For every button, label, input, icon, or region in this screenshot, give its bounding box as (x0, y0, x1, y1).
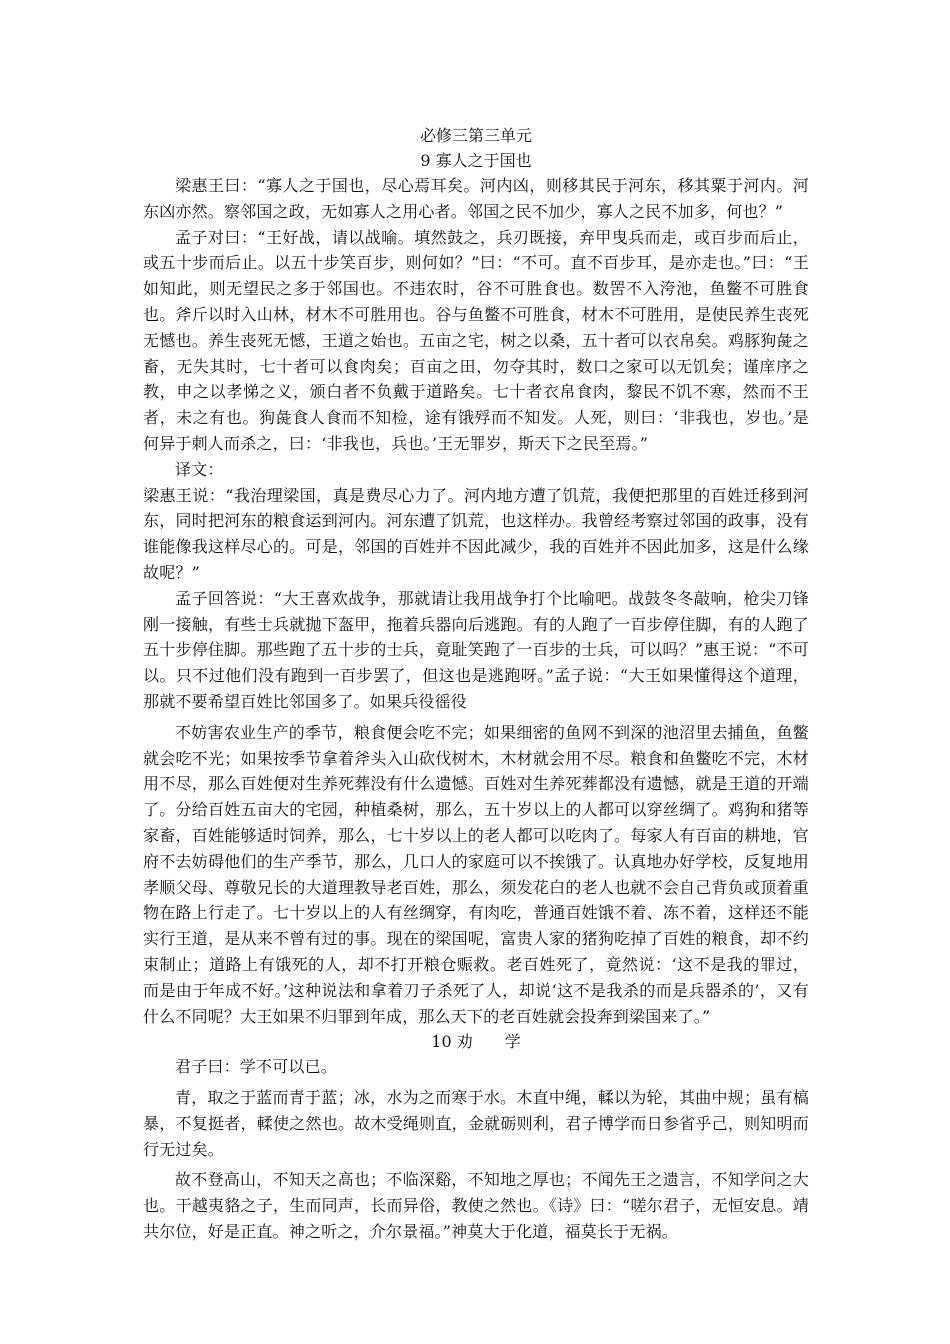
lesson-10-para-3: 故不登高山，不知天之高也；不临深谿，不知地之厚也；不闻先王之遗言，不知学问之大也。干越夷貉之子，生而同声，长而异俗，教使之然也。《诗》曰：“嗟尔君子，无恒安息。靖共尔位，好是正直。神之听之，介尔景福。”神莫大于化道，福莫长于无祸。 (143, 1170, 809, 1242)
lesson-9-translation-para-1: 梁惠王说：“我治理梁国，真是费尽心力了。河内地方遭了饥荒，我便把那里的百姓迁移到河东，同时把河东的粮食运到河内。河东遭了饥荒，也这样办。我曾经考察过邻国的政事，没有谁能像我这样尽心的。可是，邻国的百姓并不因此减少，我的百姓并不因此加多，这是什么缘故呢？” (143, 485, 809, 582)
lesson-10-para-1: 君子曰：学不可以已。 (175, 1057, 338, 1077)
document-page (143, 123, 809, 1245)
lesson-9-translation-para-2: 孟子回答说：“大王喜欢战争，那就请让我用战争打个比喻吧。战鼓冬冬敲响，枪尖刀锋刚一接触，有些士兵就抛下盔甲，拖着兵器向后逃跑。有的人跑了一百步停住脚，有的人跑了五十步停住脚。那些跑了五十步的士兵，竟耻笑跑了一百步的士兵，可以吗？”惠王说：“不可以。只不过他们没有跑到一百步罢了，但这也是逃跑呀。”孟子说：“大王如果懂得这个道理，那就不要希望百姓比邻国多了。如果兵役徭役 (143, 588, 809, 711)
lesson-10-title: 10 劝 学 (431, 1032, 521, 1052)
lesson-9-title: 9 寡人之于国也 (420, 151, 532, 170)
lesson-9-original-para-1: 梁惠王曰：“寡人之于国也，尽心焉耳矣。河内凶，则移其民于河东，移其粟于河内。河东凶亦然。察邻国之政，无如寡人之用心者。邻国之民不加少，寡人之民不加多，何也？” (143, 176, 809, 221)
lesson-9-translation-para-3: 不妨害农业生产的季节，粮食便会吃不完；如果细密的鱼网不到深的池沼里去捕鱼，鱼鳖就会吃不光；如果按季节拿着斧头入山砍伐树木，木材就会用不尽。粮食和鱼鳖吃不完，木材用不尽，那么百姓便对生养死葬没有什么遗憾。百姓对生养死葬都没有遗憾，就是王道的开端了。分给百姓五亩大的宅园，种植桑树，那么，五十岁以上的人都可以穿丝绸了。鸡狗和猪等家畜，百姓能够适时饲养，那么，七十岁以上的老人都可以吃肉了。每家人有百亩的耕地，官府不去妨碍他们的生产季节，那么，几口人的家庭可以不挨饿了。认真地办好学校，反复地用孝顺父母、尊敬兄长的大道理教导老百姓，那么，须发花白的老人也就不会自己背负或顶着重物在路上行走了。七十岁以上的人有丝绸穿，有肉吃，普通百姓饿不着、冻不着，这样还不能实行王道，是从来不曾有过的事。现在的梁国呢，富贵人家的猪狗吃掉了百姓的粮食，却不约束制止；道路上有饿死的人，却不打开粮仓赈救。老百姓死了，竟然说：‘这不是我的罪过，而是由于年成不好。’这种说法和拿着刀子杀死了人，却说‘这不是我杀的而是兵器杀的’，又有什么不同呢？大王如果不归罪到年成，那么天下的老百姓就会投奔到梁国来了。” (143, 722, 809, 1026)
lesson-10-para-2: 青，取之于蓝而青于蓝；冰，水为之而寒于水。木直中绳，輮以为轮，其曲中规；虽有槁暴，不复挺者，輮使之然也。故木受绳则直，金就砺则利，君子博学而日参省乎己，则知明而行无过矣。 (143, 1088, 809, 1159)
unit-title: 必修三第三单元 (419, 126, 532, 145)
lesson-9-original-para-2: 孟子对曰：“王好战，请以战喻。填然鼓之，兵刃既接，弃甲曳兵而走，或百步而后止，或五十步而后止。以五十步笑百步，则何如？”曰：“不可。直不百步耳，是亦走也。”曰：“王如知此，则无望民之多于邻国也。不违农时，谷不可胜食也。数罟不入洿池，鱼鳖不可胜食也。斧斤以时入山林，材木不可胜用也。谷与鱼鳖不可胜食，材木不可胜用，是使民养生丧死无憾也。养生丧死无憾，王道之始也。五亩之宅，树之以桑，五十者可以衣帛矣。鸡豚狗彘之畜，无失其时，七十者可以食肉矣；百亩之田，勿夺其时，数口之家可以无饥矣；谨庠序之教，申之以孝悌之义，颁白者不负戴于道路矣。七十者衣帛食肉，黎民不饥不寒，然而不王者，未之有也。狗彘食人食而不知检，途有饿殍而不知发。人死，则曰：‘非我也，岁也。’是何异于刺人而杀之，曰：‘非我也，兵也。’王无罪岁，斯天下之民至焉。” (143, 227, 809, 453)
translation-label: 译文： (175, 459, 224, 479)
